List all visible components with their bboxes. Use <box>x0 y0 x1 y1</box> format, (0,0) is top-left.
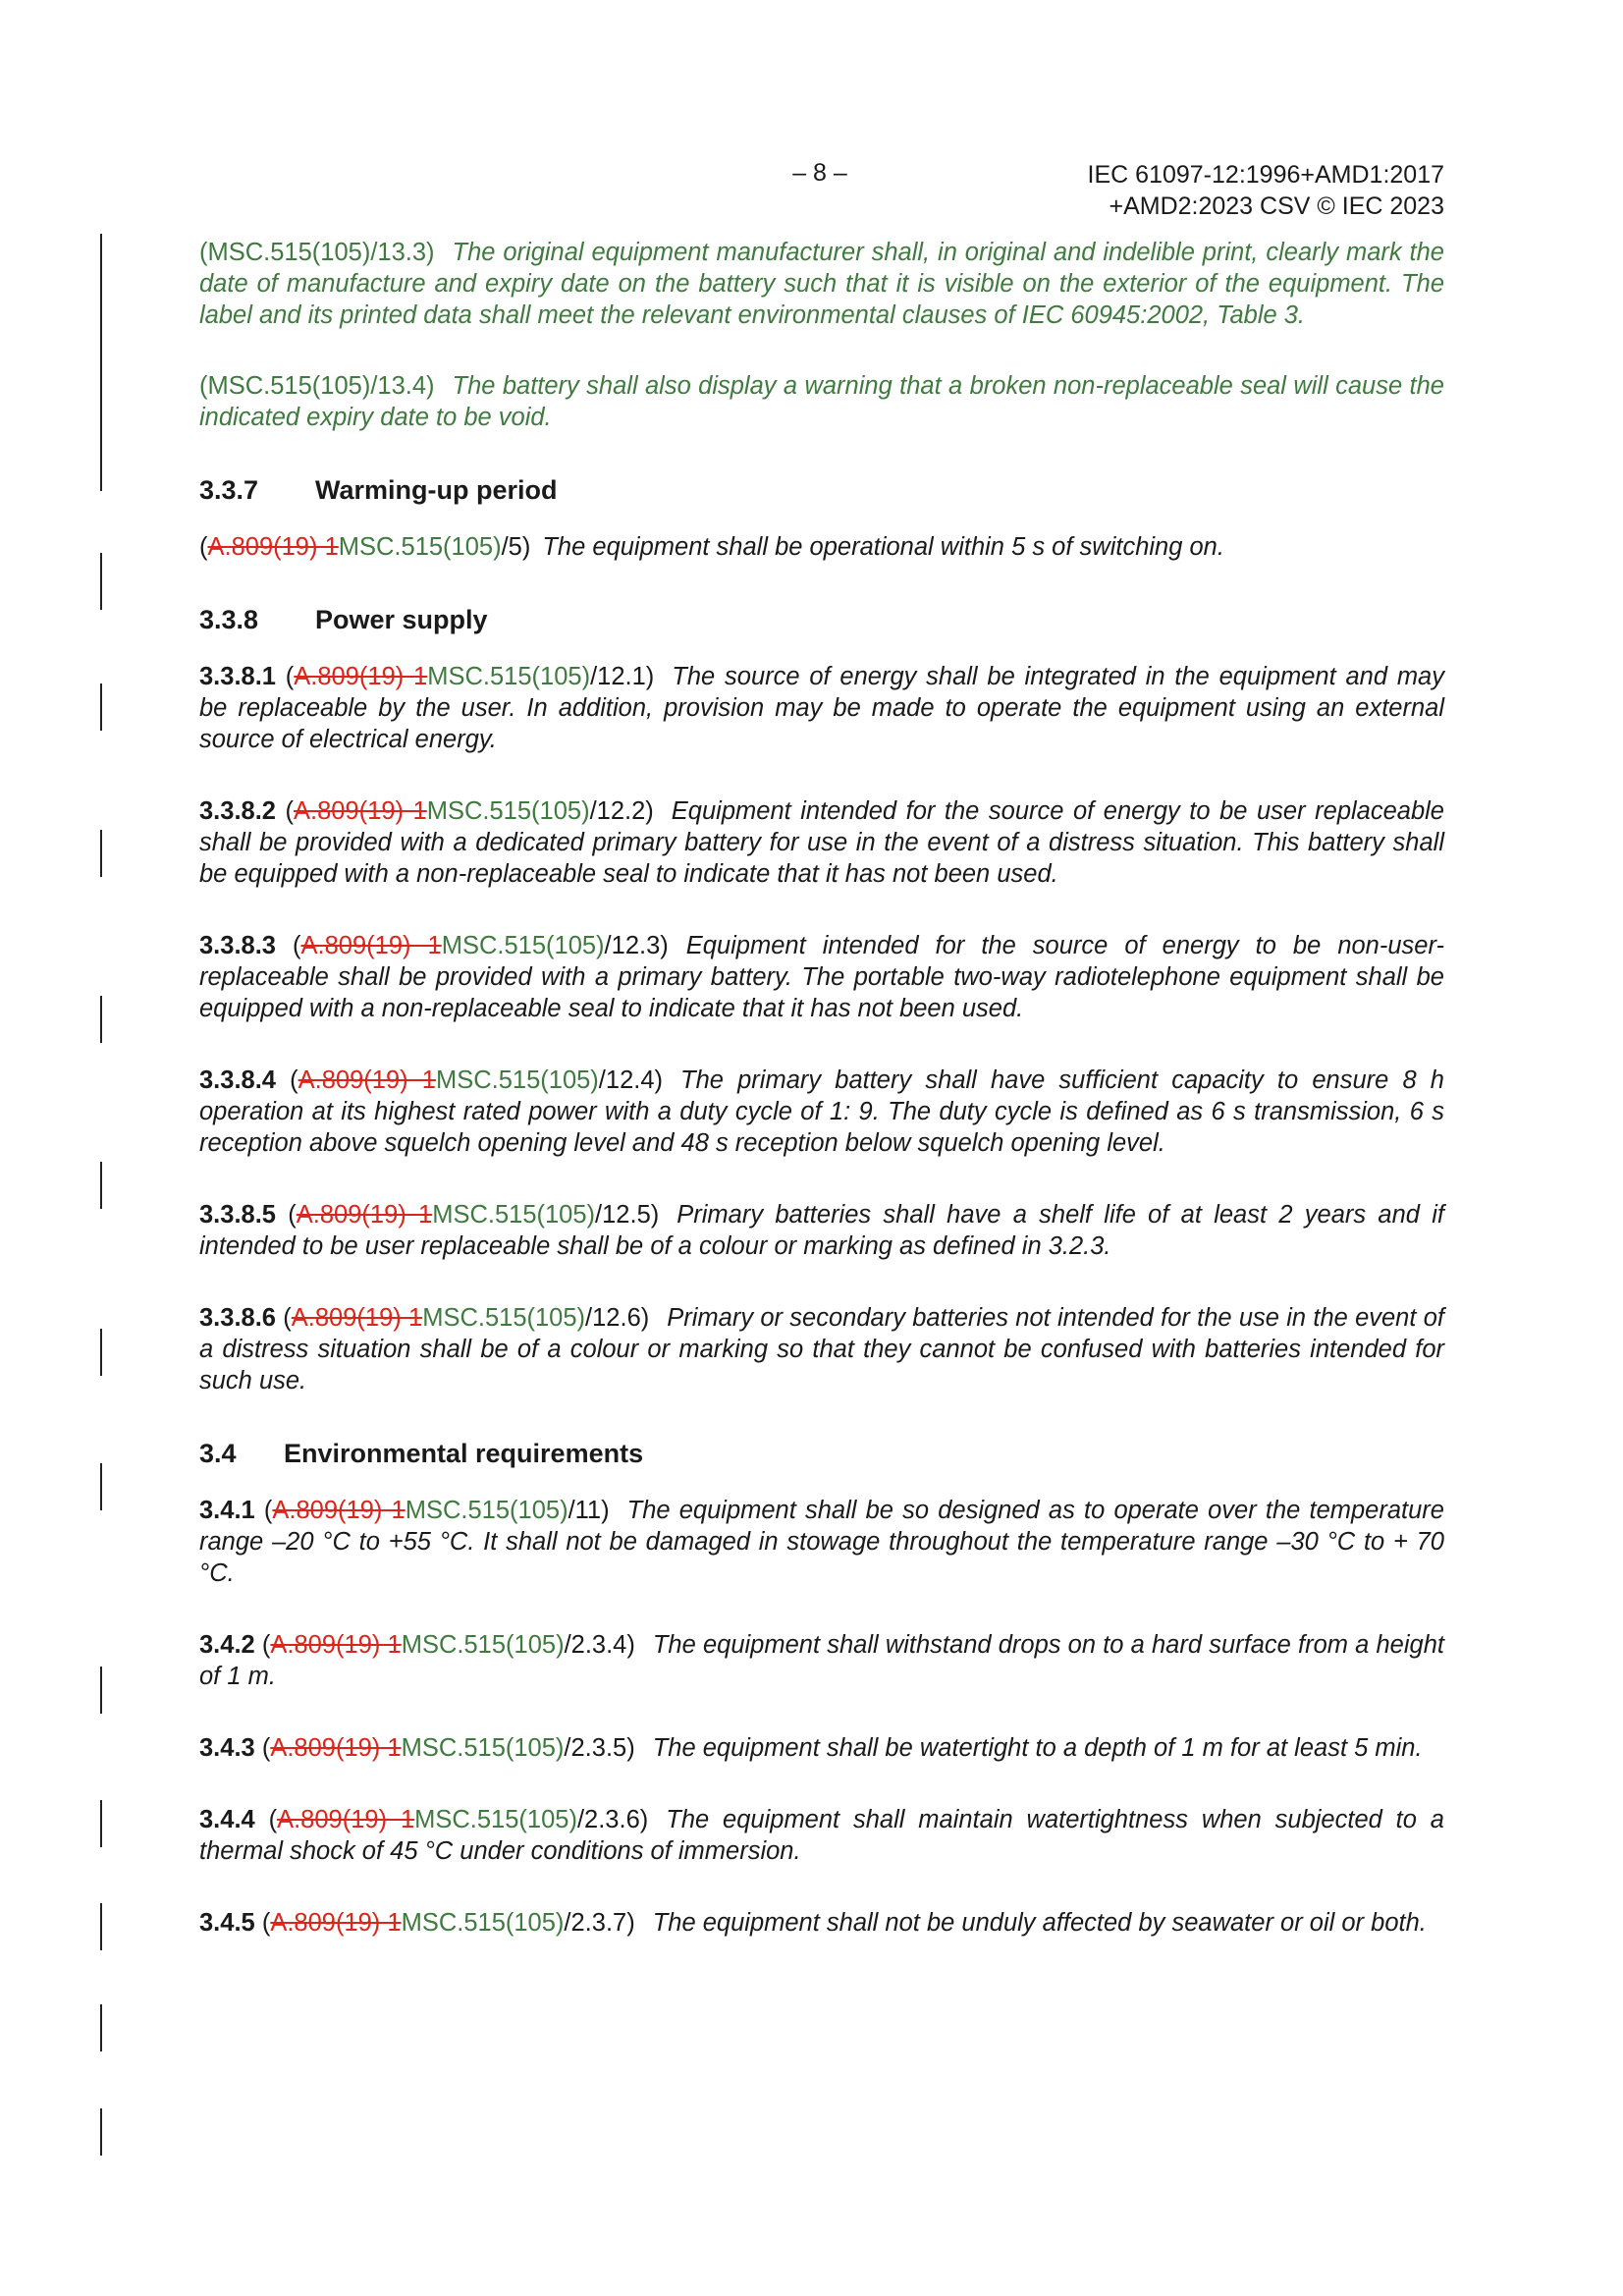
paragraph-3-3-7 <box>199 531 1444 563</box>
clause-number: 3.4.2 <box>199 1631 255 1659</box>
heading-number: 3.4 <box>199 1439 237 1468</box>
clause-text: The equipment shall be so designed as to operate over the temperature range –20 °C to +55 °C. It shall not be damaged in stowage throughout the temperature range –30 °C to + 70 °C. <box>199 1497 1444 1587</box>
clause-reference: (MSC.515(105)/13.4) <box>199 372 435 400</box>
page-number: – 8 – <box>792 159 847 187</box>
reference-suffix: /11) <box>568 1497 610 1524</box>
deleted-reference: A.809(19) 1 <box>277 1806 415 1833</box>
clause-text: The equipment shall not be unduly affected by seawater or oil or both. <box>652 1909 1427 1937</box>
inserted-reference: MSC.515(105) <box>401 1909 565 1937</box>
reference-suffix: /2.3.7) <box>564 1909 635 1937</box>
clause-number: 3.3.8.5 <box>199 1201 276 1229</box>
paren-open: ( <box>288 1201 297 1229</box>
deleted-reference: A.809(19) 1 <box>294 663 428 690</box>
reference-suffix: /2.3.4) <box>564 1631 635 1659</box>
paren-open: ( <box>268 1806 278 1833</box>
deleted-reference: A.809(19) 1 <box>294 797 427 825</box>
change-bar <box>100 1162 102 1209</box>
clause-3-3-8-6 <box>199 1302 1444 1396</box>
paren-open: ( <box>285 663 295 690</box>
clause-number: 3.3.8.4 <box>199 1066 276 1094</box>
clause-3-4-4 <box>199 1804 1444 1867</box>
reference-suffix: /2.3.6) <box>576 1806 649 1833</box>
clause-number: 3.4.3 <box>199 1734 255 1762</box>
inserted-reference: MSC.515(105) <box>441 932 605 959</box>
clause-number: 3.3.8.6 <box>199 1304 276 1332</box>
paren-open: ( <box>261 1734 271 1762</box>
heading-number: 3.3.7 <box>199 475 259 505</box>
clause-3-3-8-4 <box>199 1065 1444 1159</box>
paren-open: ( <box>199 533 208 561</box>
document-body <box>199 237 1444 1939</box>
paren-open: ( <box>293 932 301 959</box>
change-bar <box>100 1903 102 1950</box>
change-bar <box>100 683 102 731</box>
inserted-reference: MSC.515(105) <box>422 1304 586 1332</box>
paren-open: ( <box>290 1066 298 1094</box>
clause-text: Primary or secondary batteries not intended for the use in the event of a distress situation shall be of a colour or marking so that they cannot be confused with batteries intended for such use. <box>199 1304 1444 1394</box>
heading-title: Power supply <box>315 605 488 634</box>
change-bar <box>100 553 102 610</box>
inserted-reference: MSC.515(105) <box>401 1631 565 1659</box>
change-bar <box>100 1463 102 1510</box>
inserted-reference: MSC.515(105) <box>338 533 502 561</box>
change-bar <box>100 2004 102 2051</box>
clause-number: 3.3.8.2 <box>199 797 276 825</box>
paren-open: ( <box>263 1497 273 1524</box>
deleted-reference: A.809(19) 1 <box>272 1497 406 1524</box>
heading-title: Warming-up period <box>315 475 558 505</box>
clause-3-3-8-1 <box>199 661 1444 755</box>
reference-suffix: /12.5) <box>595 1201 660 1229</box>
inserted-reference: MSC.515(105) <box>414 1806 577 1833</box>
clause-number: 3.3.8.3 <box>199 932 276 959</box>
deleted-reference: A.809(19) 1 <box>298 1066 436 1094</box>
clause-text: The equipment shall maintain watertightness when subjected to a thermal shock of 45 °C under conditions of immersion. <box>199 1806 1444 1865</box>
clause-number: 3.4.1 <box>199 1497 255 1524</box>
reference-suffix: /12.6) <box>585 1304 650 1332</box>
deleted-reference: A.809(19) 1 <box>270 1631 402 1659</box>
clause-3-4-1 <box>199 1495 1444 1589</box>
change-bar <box>100 1800 102 1847</box>
deleted-reference: A.809(19) 1 <box>270 1734 402 1762</box>
change-bar <box>100 2108 102 2156</box>
heading-3-3-7 <box>199 474 1444 506</box>
inserted-reference: MSC.515(105) <box>405 1497 568 1524</box>
clause-text: The battery shall also display a warning that a broken non-replaceable seal will cause the indicated expiry date to be void. <box>199 372 1444 431</box>
paragraph-13-3 <box>199 237 1444 331</box>
document-reference-line-2: +AMD2:2023 CSV © IEC 2023 <box>1109 192 1444 220</box>
clause-3-4-3 <box>199 1732 1444 1764</box>
clause-text: The primary battery shall have sufficient capacity to ensure 8 h operation at its highest rated power with a duty cycle of 1: 9. The duty cycle is defined as 6 s transmission, 6 s reception above squelch opening level and 48 s reception below squelch opening level. <box>199 1066 1444 1157</box>
clause-3-3-8-3 <box>199 930 1444 1024</box>
clause-3-4-5 <box>199 1907 1444 1939</box>
inserted-reference: MSC.515(105) <box>427 663 591 690</box>
heading-3-3-8 <box>199 604 1444 635</box>
clause-text: Equipment intended for the source of energy to be user replaceable shall be provided with a dedicated primary battery for use in the event of a distress situation. This battery shall be equipped with a non-replaceable seal to indicate that it has not been used. <box>199 797 1444 888</box>
inserted-reference: MSC.515(105) <box>426 797 590 825</box>
change-bar <box>100 234 102 491</box>
clause-text: The equipment shall be watertight to a depth of 1 m for at least 5 min. <box>652 1734 1423 1762</box>
clause-text: The equipment shall withstand drops on to a hard surface from a height of 1 m. <box>199 1631 1444 1690</box>
reference-suffix: /12.3) <box>604 932 669 959</box>
clause-number: 3.3.8.1 <box>199 663 276 690</box>
reference-suffix: /12.4) <box>598 1066 664 1094</box>
clause-3-3-8-2 <box>199 795 1444 890</box>
paren-open: ( <box>285 797 295 825</box>
paren-open: ( <box>261 1631 271 1659</box>
deleted-reference: A.809(19) 1 <box>300 932 442 959</box>
inserted-reference: MSC.515(105) <box>401 1734 565 1762</box>
deleted-reference: A.809(19) 1 <box>207 533 339 561</box>
reference-suffix: /12.1) <box>590 663 655 690</box>
clause-reference: (MSC.515(105)/13.3) <box>199 239 435 266</box>
deleted-reference: A.809(19) 1 <box>291 1304 423 1332</box>
deleted-reference: A.809(19) 1 <box>270 1909 402 1937</box>
reference-suffix: /5) <box>501 533 531 561</box>
document-reference-line-1: IEC 61097-12:1996+AMD1:2017 <box>1087 161 1444 189</box>
paren-open: ( <box>283 1304 292 1332</box>
change-bar <box>100 830 102 877</box>
clause-text: The source of energy shall be integrated in the equipment and may be replaceable by the user. In addition, provision may be made to operate the equipment using an external source of electrical energy. <box>199 663 1444 753</box>
paragraph-13-4 <box>199 370 1444 433</box>
change-bar <box>100 1667 102 1714</box>
change-bar <box>100 996 102 1043</box>
clause-text: Primary batteries shall have a shelf life of at least 2 years and if intended to be user replaceable shall be of a colour or marking as defined in 3.2.3. <box>199 1201 1444 1260</box>
reference-suffix: /2.3.5) <box>564 1734 635 1762</box>
heading-3-4 <box>199 1438 1444 1469</box>
clause-number: 3.4.5 <box>199 1909 255 1937</box>
deleted-reference: A.809(19) 1 <box>296 1201 433 1229</box>
clause-text: Equipment intended for the source of energy to be non-user-replaceable shall be provided with a primary battery. The portable two-way radiotelephone equipment shall be equipped with a non-replaceable seal to indicate that it has not been used. <box>199 932 1444 1022</box>
clause-3-3-8-5 <box>199 1199 1444 1262</box>
inserted-reference: MSC.515(105) <box>432 1201 596 1229</box>
heading-title: Environmental requirements <box>284 1439 644 1468</box>
paren-open: ( <box>261 1909 271 1937</box>
clause-text: The original equipment manufacturer shall, in original and indelible print, clearly mark the date of manufacture and expiry date on the battery such that it is visible on the exterior of the equipment. The label and its printed data shall meet the relevant environmental clauses of IEC 60945:2002, Table 3. <box>199 239 1444 329</box>
change-bar <box>100 1329 102 1376</box>
heading-number: 3.3.8 <box>199 605 259 634</box>
clause-text: The equipment shall be operational within 5 s of switching on. <box>542 533 1224 561</box>
inserted-reference: MSC.515(105) <box>435 1066 599 1094</box>
reference-suffix: /12.2) <box>589 797 654 825</box>
clause-number: 3.4.4 <box>199 1806 255 1833</box>
document-reference <box>1088 159 1444 222</box>
clause-3-4-2 <box>199 1629 1444 1692</box>
